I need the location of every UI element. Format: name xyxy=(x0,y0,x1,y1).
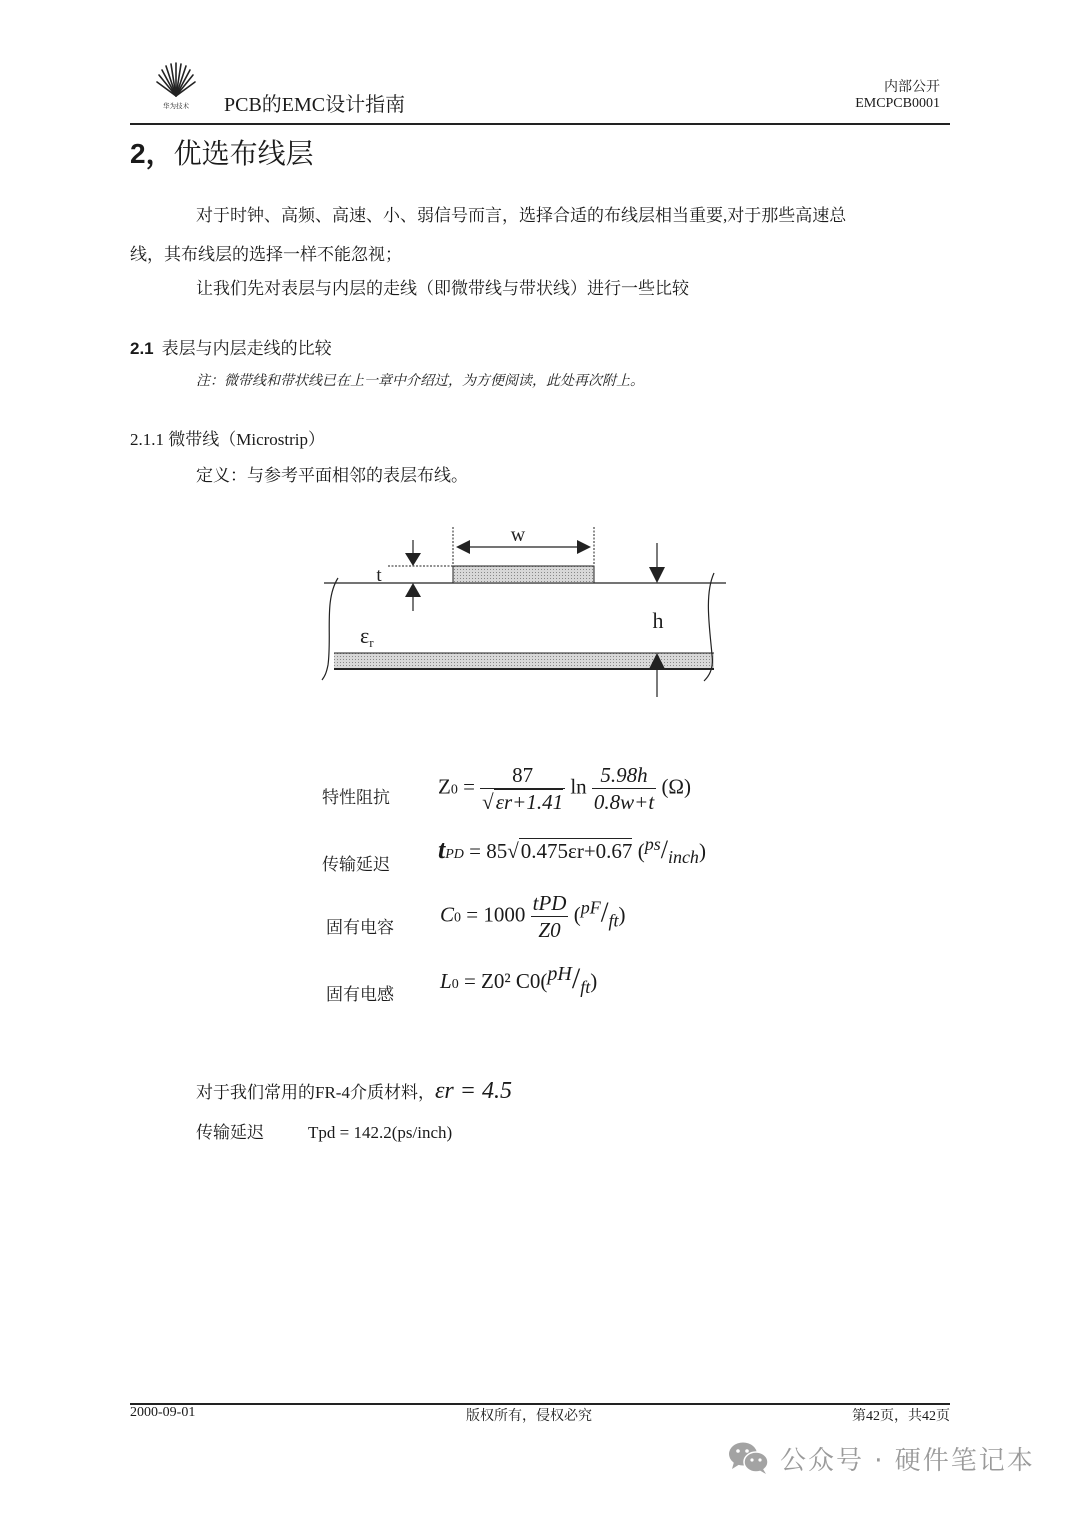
material-statement: 对于我们常用的FR-4介质材料，εr = 4.5 xyxy=(196,1078,512,1104)
delay-result: 传输延迟 Tpd = 142.2(ps/inch) xyxy=(196,1123,453,1142)
subsection-heading xyxy=(130,334,332,359)
footer-copyright: 版权所有，侵权必究 xyxy=(466,1409,592,1424)
definition-text: 定义：与参考平面相邻的表层布线。 xyxy=(196,466,468,485)
wechat-icon xyxy=(728,1441,770,1475)
footer-page-number: 第42页，共42页 xyxy=(852,1409,950,1424)
svg-text:华为技术: 华为技术 xyxy=(163,103,189,110)
svg-text:t: t xyxy=(376,565,382,586)
subsubsection-title: 微带线（Microstrip） xyxy=(168,430,326,449)
section-heading xyxy=(130,132,314,172)
svg-text:εr: εr xyxy=(360,623,374,650)
formula-impedance: Z0 = $\frac{87}{√\varepsilon r+1.41}$ ln $\frac{5.98h}{0.8w+t}$ (Ω) xyxy=(438,763,692,814)
microstrip-diagram xyxy=(310,515,740,705)
paragraph-line: 对于时钟、高频、高速、小、弱信号而言，选择合适的布线层相当重要,对于那些高速总 xyxy=(196,206,847,225)
formula-capacitance: C0 = 1000 $\frac{\text{tPD}}{Z0}$ $(^{pF}/_{ft})$ xyxy=(440,891,626,942)
paragraph-line: 让我们先对表层与内层的走线（即微带线与带状线）进行一些比较 xyxy=(196,279,689,298)
formula-label-capacitance: 固有电容 xyxy=(326,918,394,937)
document-code: EMCPCB0001 xyxy=(855,96,940,111)
subsection-number: 2.1 xyxy=(130,339,154,358)
paragraph-line: 线，其布线层的选择一样不能忽视； xyxy=(130,245,402,264)
svg-text:w: w xyxy=(510,524,526,546)
note-text: 注：微带线和带状线已在上一章中介绍过，为方便阅读，此处再次附上。 xyxy=(196,374,644,389)
er-value: εr = 4.5 xyxy=(434,1078,512,1104)
classification-label: 内部公开 xyxy=(884,80,940,95)
formula-label-impedance: 特性阻抗 xyxy=(322,788,390,807)
company-logo-icon xyxy=(152,62,200,112)
subsection-title: 表层与内层走线的比较 xyxy=(161,339,332,358)
formula-delay: tPD = 85√0.475εr+0.67 $(^{ps}/_{inch})$ xyxy=(438,834,706,868)
svg-text:h: h xyxy=(652,608,664,633)
header-divider xyxy=(130,123,950,125)
document-title: PCB的EMC设计指南 xyxy=(224,94,406,116)
subsubsection-heading xyxy=(130,425,325,450)
section-title: 优选布线层 xyxy=(173,139,314,170)
formula-label-inductance: 固有电感 xyxy=(326,985,394,1004)
subsubsection-number: 2.1.1 xyxy=(130,430,164,449)
footer-date: 2000-09-01 xyxy=(130,1405,196,1420)
section-number: 2， xyxy=(130,138,174,169)
formula-label-delay: 传输延迟 xyxy=(322,855,390,874)
watermark-text: 公众号 · 硬件笔记本 xyxy=(780,1445,1035,1476)
watermark xyxy=(728,1440,1035,1476)
formula-inductance: L0 = Z0² $C0(^{pH}/_{ft})$ xyxy=(440,962,598,998)
